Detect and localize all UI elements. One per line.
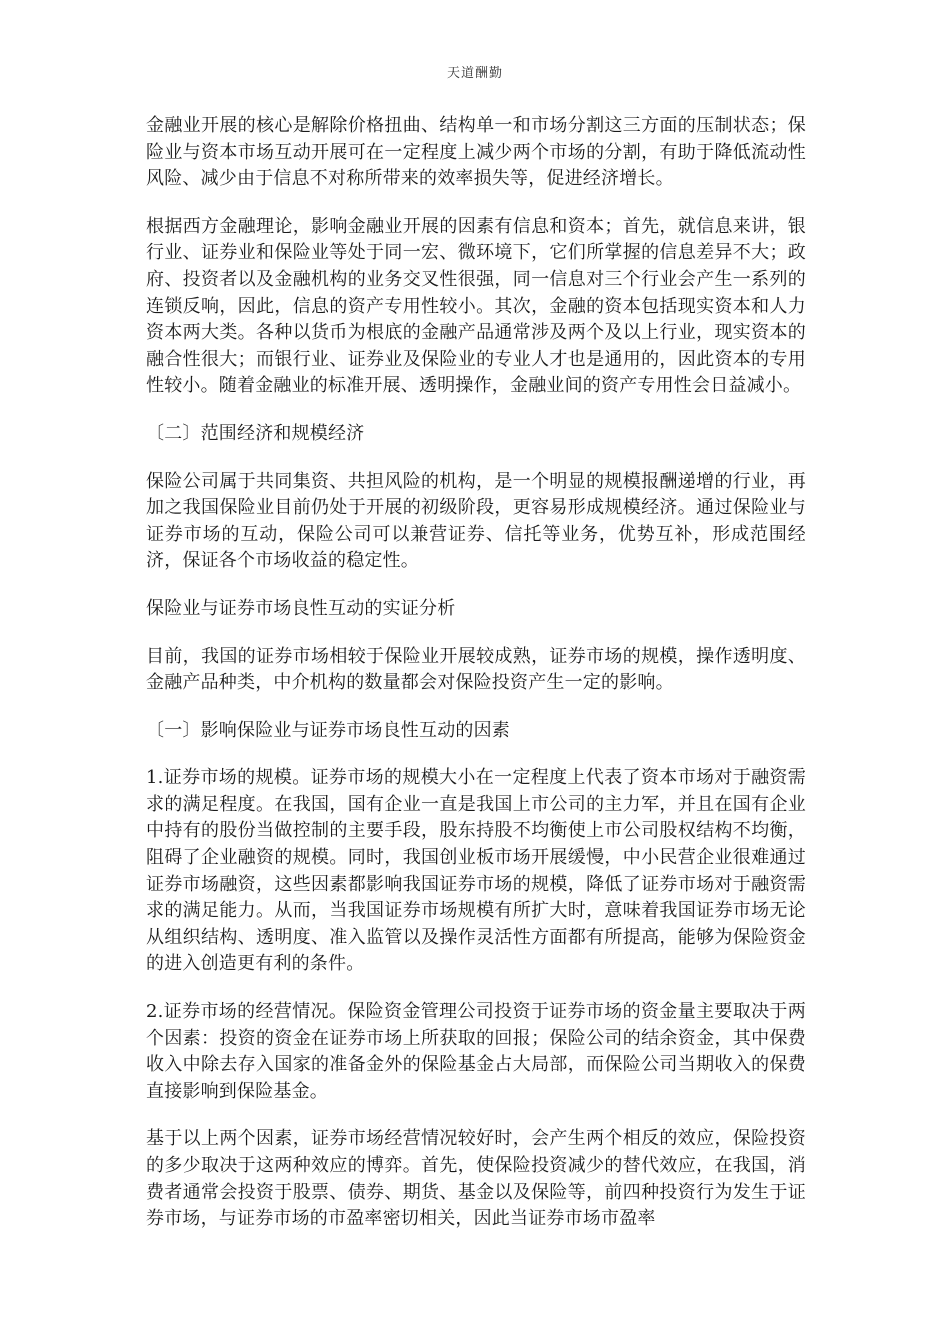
paragraph-market-operations: 2.证券市场的经营情况。保险资金管理公司投资于证券市场的资金量主要取决于两个因素：投资的资金在证券市场上所获取的回报；保险公司的结余资金，其中保费收入中除去存入国家的准备金外的保险基金占大局部，而保险公司当期收入的保费直接影响到保险基金。 bbox=[146, 1001, 806, 1102]
section-heading-empirical-analysis: 保险业与证券市场良性互动的实证分析 bbox=[146, 597, 456, 619]
paragraph-securities-market-maturity: 目前，我国的证券市场相较于保险业开展较成熟，证券市场的规模，操作透明度、金融产品种类，中介机构的数量都会对保险投资产生一定的影响。 bbox=[146, 645, 806, 694]
paragraph-market-scale: 1.证券市场的规模。证券市场的规模大小在一定程度上代表了资本市场对于融资需求的满足程度。在我国，国有企业一直是我国上市公司的主力军，并且在国有企业中持有的股份当做控制的主要手段，股东持股不均衡使上市公司股权结构不均衡，阻碍了企业融资的规模。同时，我国创业板市场开展缓慢，中小民营企业很难通过证券市场融资，这些因素都影响我国证券市场的规模，降低了证券市场对于融资需求的满足能力。从而，当我国证券市场规模有所扩大时，意味着我国证券市场无论从组织结构、透明度、准入监管以及操作灵活性方面都有所提高，能够为保险资金的进入创造更有利的条件。 bbox=[146, 767, 806, 975]
paragraph-two-effects: 基于以上两个因素，证券市场经营情况较好时，会产生两个相反的效应，保险投资的多少取决于这两种效应的博弈。首先，使保险投资减少的替代效应，在我国，消费者通常会投资于股票、债券、期货、基金以及保险等，前四种投资行为发生于证券市场，与证券市场的市盈率密切相关，因此当证券市场市盈率 bbox=[146, 1128, 806, 1230]
section-heading-scope-and-scale-economies: 〔二〕范围经济和规模经济 bbox=[146, 422, 365, 444]
paragraph-core-of-financial-development: 金融业开展的核心是解除价格扭曲、结构单一和市场分割这三方面的压制状态；保险业与资本市场互动开展可在一定程度上减少两个市场的分割，有助于降低流动性风险、减少由于信息不对称所带来的效率损失等，促进经济增长。 bbox=[146, 115, 806, 190]
paragraph-western-finance-theory: 根据西方金融理论，影响金融业开展的因素有信息和资本；首先，就信息来讲，银行业、证券业和保险业等处于同一宏、微环境下，它们所掌握的信息差异不大；政府、投资者以及金融机构的业务交叉性很强，同一信息对三个行业会产生一系列的连锁反响，因此，信息的资产专用性较小。其次，金融的资本包括现实资本和人力资本两大类。各种以货币为根底的金融产品通常涉及两个及以上行业，现实资本的融合性很大；而银行业、证券业及保险业的专业人才也是通用的，因此资本的专用性较小。随着金融业的标准开展、透明操作，金融业间的资产专用性会日益减小。 bbox=[146, 215, 806, 397]
document-body bbox=[146, 113, 806, 1254]
paragraph-insurance-scale-economies: 保险公司属于共同集资、共担风险的机构，是一个明显的规模报酬递增的行业，再加之我国保险业目前仍处于开展的初级阶段，更容易形成规模经济。通过保险业与证券市场的互动，保险公司可以兼营证券、信托等业务，优势互补，形成范围经济，保证各个市场收益的稳定性。 bbox=[146, 470, 806, 572]
section-heading-influencing-factors: 〔一〕影响保险业与证券市场良性互动的因素 bbox=[146, 719, 510, 741]
page-header: 天道酬勤 bbox=[446, 66, 503, 81]
